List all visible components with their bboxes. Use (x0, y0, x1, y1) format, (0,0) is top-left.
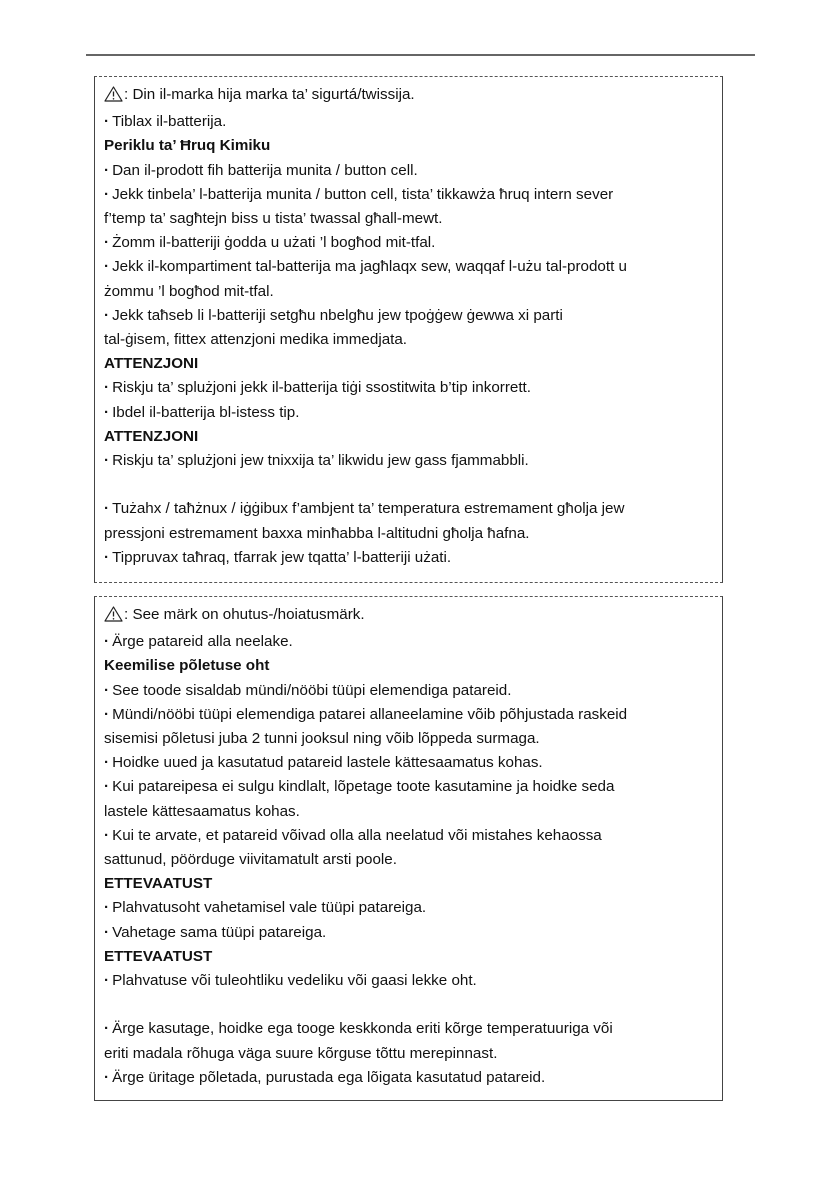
warning-line (104, 83, 714, 110)
continuation-line: tal-ġisem, fittex attenzjoni medika immedjata. (104, 331, 408, 349)
bullet-item (104, 449, 714, 473)
bullet-item (104, 703, 714, 727)
bullet-text: Kui patareipesa ei sulgu kindlalt, lõpetage toote kasutamine ja hoidke seda (112, 778, 615, 796)
bullet-item (104, 183, 714, 207)
bullet-text: Żomm il-batteriji ġodda u użati ’l bogħod mit-tfal. (112, 234, 436, 252)
bullet-dot-icon: · (104, 1020, 110, 1038)
bullet-dot-icon: · (104, 633, 110, 651)
bullet-item (104, 376, 714, 400)
warning-triangle-icon (104, 86, 123, 110)
bullet-text: Ibdel il-batterija bl-istess tip. (112, 403, 300, 421)
bullet-item (104, 751, 714, 775)
blank-line (104, 993, 714, 1017)
bullet-text: Plahvatusoht vahetamisel vale tüüpi patareiga. (112, 899, 427, 917)
bullet-dot-icon: · (104, 113, 110, 131)
bullet-dot-icon: · (104, 899, 110, 917)
bullet-text: Tiblax il-batterija. (112, 113, 227, 131)
bullet-text: Mündi/nööbi tüüpi elemendiga patarei allaneelamine võib põhjustada raskeid (112, 705, 628, 723)
bullet-item (104, 110, 714, 134)
bullet-item (104, 1017, 714, 1041)
warning-triangle-icon (104, 606, 123, 630)
bullet-item (104, 921, 714, 945)
bullet-item (104, 231, 714, 255)
bullet-text: Tippruvax taħraq, tfarrak jew tqatta’ l-batteriji użati. (112, 548, 452, 566)
bullet-text: Dan il-prodott fih batterija munita / button cell. (112, 161, 418, 179)
bullet-dot-icon: · (104, 548, 110, 566)
continuation-line: lastele kättesaamatus kohas. (104, 802, 300, 820)
bullet-text: Vahetage sama tüüpi patareiga. (112, 923, 327, 941)
bullet-dot-icon: · (104, 161, 110, 179)
section-heading: ATTENZJONI (104, 427, 199, 445)
bullet-dot-icon: · (104, 500, 110, 518)
bullet-dot-icon: · (104, 234, 110, 252)
top-rule (86, 54, 755, 56)
bullet-text: Hoidke uued ja kasutatud patareid lastele kättesaamatus kohas. (112, 754, 543, 772)
section-heading: ETTEVAATUST (104, 875, 213, 893)
bullet-text: Plahvatuse või tuleohtliku vedeliku või gaasi lekke oht. (112, 972, 477, 990)
bullet-item (104, 304, 714, 328)
continuation-line: f’temp ta’ sagħtejn biss u tista’ twassal għall-mewt. (104, 210, 443, 228)
bullet-text: Riskju ta’ splużjoni jew tnixxija ta’ likwidu jew gass fjammabbli. (112, 452, 529, 470)
warning-text: : See märk on ohutus-/hoiatusmärk. (124, 606, 365, 623)
bullet-item (104, 1066, 714, 1090)
bullet-dot-icon: · (104, 403, 110, 421)
continuation-line: żommu ’l bogħod mit-tfal. (104, 282, 274, 300)
bullet-item (104, 401, 714, 425)
bullet-text: Tużahx / taħżnux / iġġibux f’ambjent ta’ temperatura estremament għolja jew (112, 500, 625, 518)
blank-line (104, 473, 714, 497)
bullet-dot-icon: · (104, 306, 110, 324)
bullet-item (104, 679, 714, 703)
continuation-line: sisemisi põletusi juba 2 tunni jooksul ning võib lõppeda surmaga. (104, 730, 540, 748)
warning-line (104, 603, 714, 630)
bullet-dot-icon: · (104, 705, 110, 723)
bullet-text: Jekk il-kompartiment tal-batterija ma jagħlaqx sew, waqqaf l-użu tal-prodott u (112, 258, 627, 276)
bullet-item (104, 630, 714, 654)
bullet-dot-icon: · (104, 681, 110, 699)
bullet-dot-icon: · (104, 826, 110, 844)
bullet-item (104, 546, 714, 570)
bullet-dot-icon: · (104, 1068, 110, 1086)
bullet-item (104, 969, 714, 993)
continuation-line: pressjoni estremament baxxa minħabba l-altitudni għolja ħafna. (104, 524, 530, 542)
bullet-dot-icon: · (104, 923, 110, 941)
section-estonian (94, 596, 723, 1101)
bullet-item (104, 255, 714, 279)
bullet-text: Jekk tinbela’ l-batterija munita / button cell, tista’ tikkawża ħruq intern sever (112, 185, 614, 203)
bullet-dot-icon: · (104, 778, 110, 796)
bullet-dot-icon: · (104, 379, 110, 397)
bullet-item (104, 824, 714, 848)
warning-text: : Din il-marka hija marka ta’ sigurtá/twissija. (124, 86, 415, 103)
bullet-text: Ärge kasutage, hoidke ega tooge keskkonda eriti kõrge temperatuuriga või (112, 1020, 613, 1038)
section-heading: Periklu ta’ Ħruq Kimiku (104, 137, 271, 155)
bullet-item (104, 159, 714, 183)
bullet-text: See toode sisaldab mündi/nööbi tüüpi elemendiga patareid. (112, 681, 512, 699)
section-maltese (94, 76, 723, 583)
bullet-dot-icon: · (104, 185, 110, 203)
bullet-dot-icon: · (104, 972, 110, 990)
section-heading: ATTENZJONI (104, 355, 199, 373)
section-heading: Keemilise põletuse oht (104, 657, 270, 675)
bullet-text: Jekk taħseb li l-batteriji setgħu nbelgħu jew tpoġġew ġewwa xi parti (112, 306, 563, 324)
bullet-text: Kui te arvate, et patareid võivad olla alla neelatud või mistahes kehaossa (112, 826, 602, 844)
bullet-text: Ärge üritage põletada, purustada ega lõigata kasutatud patareid. (112, 1068, 546, 1086)
bullet-text: Riskju ta’ splużjoni jekk il-batterija tiġi ssostitwita b’tip inkorrett. (112, 379, 531, 397)
bullet-text: Ärge patareid alla neelake. (112, 633, 293, 651)
bullet-dot-icon: · (104, 452, 110, 470)
section-heading: ETTEVAATUST (104, 947, 213, 965)
bullet-dot-icon: · (104, 754, 110, 772)
bullet-item (104, 896, 714, 920)
bullet-item (104, 497, 714, 521)
continuation-line: sattunud, pöörduge viivitamatult arsti poole. (104, 851, 397, 869)
bullet-item (104, 775, 714, 799)
continuation-line: eriti madala rõhuga väga suure kõrguse tõttu merepinnast. (104, 1044, 498, 1062)
bullet-dot-icon: · (104, 258, 110, 276)
